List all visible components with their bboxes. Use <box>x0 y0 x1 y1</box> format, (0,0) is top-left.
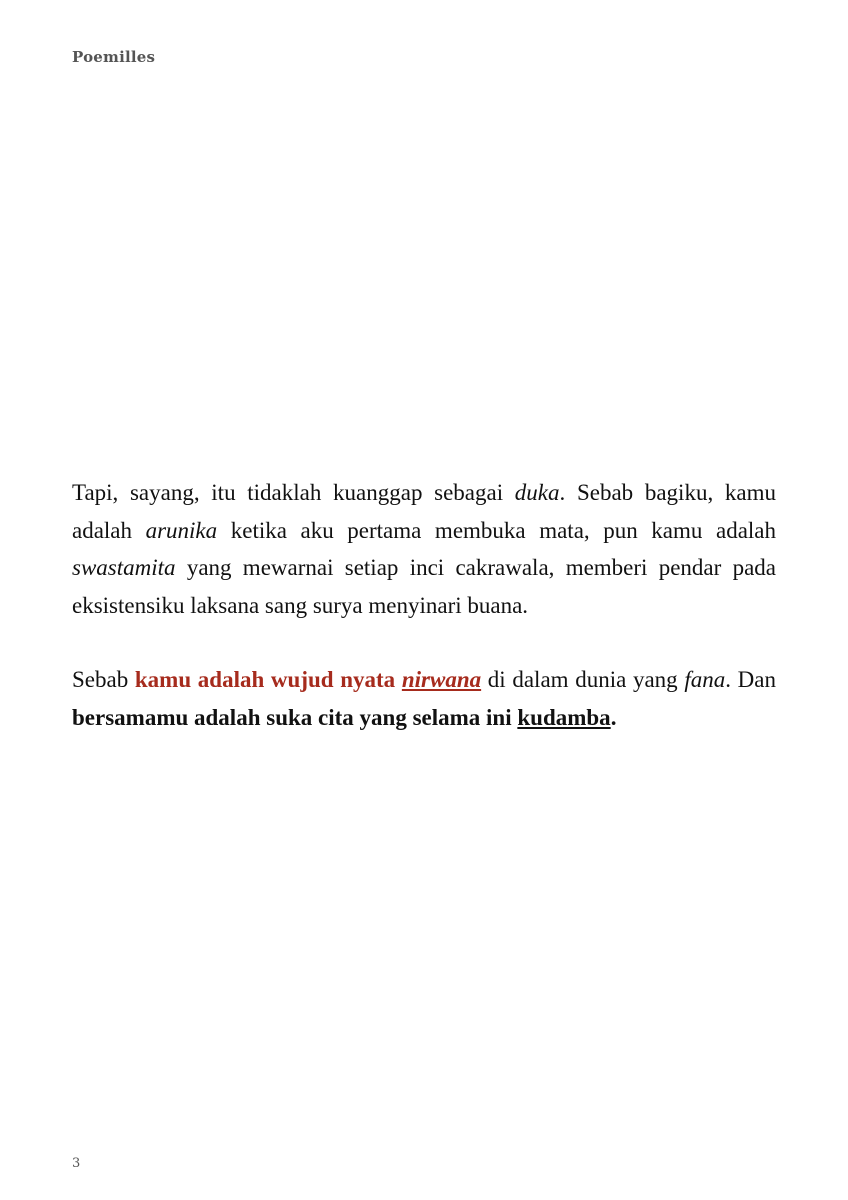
bold-period: . <box>610 704 617 730</box>
body-text <box>72 474 776 736</box>
text-run: Sebab <box>72 667 135 692</box>
text-run: yang mewarnai setiap inci cakrawala, memberi pendar pada eksistensiku laksana sang surya menyinari buana. <box>72 555 776 618</box>
paragraph-2 <box>72 661 776 736</box>
highlighted-phrase: kamu adalah wujud nyata <box>134 667 402 692</box>
italic-word-arunika: arunika <box>145 517 218 543</box>
bold-phrase: bersamamu adalah suka cita yang selama ini <box>72 704 518 730</box>
italic-word-duka: duka <box>514 480 560 505</box>
text-run: . Sebab bagiku, kamu adalah <box>72 480 776 543</box>
underlined-word-nirwana: nirwana <box>401 667 482 692</box>
paragraph-1 <box>72 474 776 624</box>
page-number: 3 <box>72 1156 81 1171</box>
italic-word-fana: fana <box>684 667 726 692</box>
text-run: . Dan <box>725 667 776 692</box>
underlined-word-kudamba: kudamba <box>517 704 611 730</box>
italic-word-swastamita: swastamita <box>72 555 176 580</box>
text-run: ketika aku pertama membuka mata, pun kamu adalah <box>217 517 776 543</box>
text-run: Tapi, sayang, itu tidaklah kuanggap sebagai <box>72 480 515 505</box>
text-run: di dalam dunia yang <box>481 667 685 692</box>
running-header: Poemilles <box>72 48 156 66</box>
